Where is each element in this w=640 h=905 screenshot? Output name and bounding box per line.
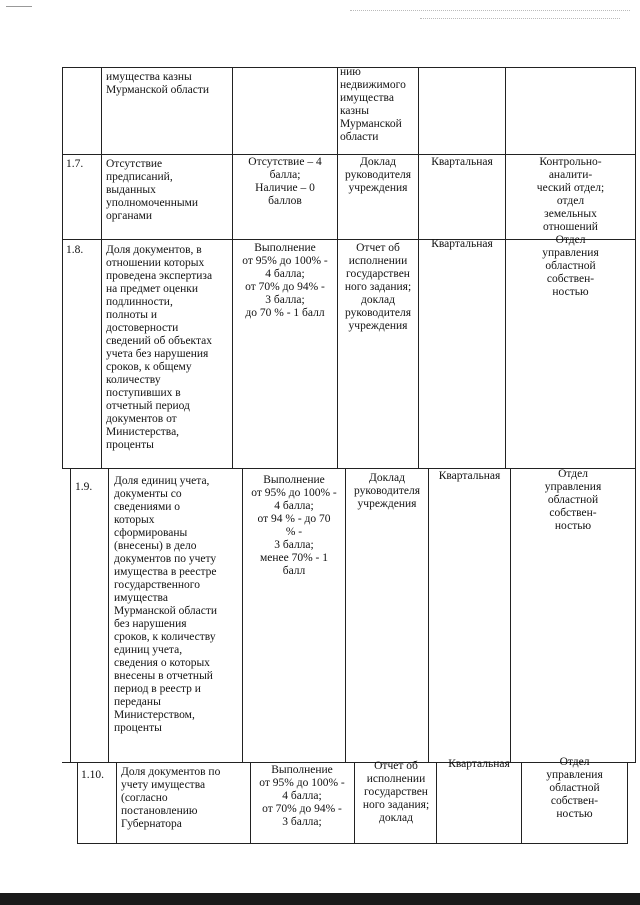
scan-edge bbox=[0, 893, 640, 905]
row-number: 1.10. bbox=[81, 769, 104, 781]
col-border bbox=[345, 468, 346, 763]
col-border bbox=[62, 67, 63, 155]
source-cell: Отчет об исполнении государствен ного задания; доклад bbox=[362, 760, 430, 824]
scan-noise bbox=[420, 18, 620, 19]
col-border bbox=[627, 762, 628, 844]
col-border bbox=[232, 239, 233, 469]
score-cell: Выполнение от 95% до 100% - 4 балла; от 94 % - до 70 % - 3 балла; менее 70% - 1 балл bbox=[251, 474, 337, 577]
source-cell: Доклад руководителя учреждения bbox=[353, 472, 421, 510]
col-border bbox=[510, 468, 511, 763]
source-cell: Отчет об исполнении государствен ного задания; доклад руководителя учреждения bbox=[344, 242, 412, 332]
col-border bbox=[505, 67, 506, 155]
col-border bbox=[428, 468, 429, 763]
scan-mark bbox=[6, 6, 32, 7]
score-cell: Отсутствие – 4 балла; Наличие – 0 баллов bbox=[248, 156, 322, 207]
col-border bbox=[101, 67, 102, 155]
col-border bbox=[436, 762, 437, 844]
indicator-cell: Доля документов, в отношении которых проведена экспертиза на предмет оценки подлинности, полноты и достоверности сведений об объектах учета без нарушения сроков, к общему количеству поступивших в отчетный период документов от Министерства, проценты bbox=[106, 244, 213, 451]
responsible-cell: Отдел управления областной собствен- ностью bbox=[544, 468, 602, 532]
col-border bbox=[505, 239, 506, 469]
responsible-cell: Контрольно- аналити- ческий отдел; отдел земельных отношений bbox=[536, 156, 605, 233]
col-border bbox=[250, 762, 251, 844]
row-number: 1.8. bbox=[66, 244, 84, 256]
col-border bbox=[505, 154, 506, 240]
col-border bbox=[635, 154, 636, 240]
period-cell: Квартальная bbox=[431, 156, 493, 168]
indicator-cell: Доля документов по учету имущества (согласно постановлению Губернатора bbox=[121, 766, 221, 830]
row-number: 1.9. bbox=[75, 481, 93, 493]
col-border bbox=[116, 762, 117, 844]
col-border bbox=[635, 468, 636, 763]
col-border bbox=[77, 762, 78, 844]
col-border bbox=[62, 154, 63, 240]
col-border bbox=[418, 154, 419, 240]
responsible-cell: Отдел управления областной собствен- ностью bbox=[542, 234, 599, 298]
row-number: 1.7. bbox=[66, 158, 84, 170]
col-border bbox=[635, 239, 636, 469]
col-border bbox=[232, 154, 233, 240]
col-border bbox=[521, 762, 522, 844]
col-border bbox=[337, 67, 338, 155]
col-border bbox=[337, 239, 338, 469]
period-cell: Квартальная bbox=[448, 758, 510, 770]
col-border bbox=[70, 468, 71, 763]
source-cell: нию недвижимого имущества казны Мурманской области bbox=[340, 66, 406, 143]
period-cell: Квартальная bbox=[438, 470, 501, 482]
row-border bbox=[62, 154, 635, 155]
indicator-cell: имущества казны Мурманской области bbox=[106, 71, 210, 96]
indicator-cell: Отсутствие предписаний, выданных уполномоченными органами bbox=[106, 158, 199, 222]
row-border bbox=[77, 843, 627, 844]
col-border bbox=[337, 154, 338, 240]
score-cell: Выполнение от 95% до 100% - 4 балла; от 70% до 94% - 3 балла; до 70 % - 1 балл bbox=[242, 242, 328, 319]
col-border bbox=[108, 468, 109, 763]
source-cell: Доклад руководителя учреждения bbox=[344, 156, 412, 194]
responsible-cell: Отдел управления областной собствен- ностью bbox=[546, 756, 603, 820]
col-border bbox=[62, 239, 63, 469]
scan-noise bbox=[350, 10, 630, 11]
col-border bbox=[101, 154, 102, 240]
period-cell: Квартальная bbox=[431, 238, 493, 250]
col-border bbox=[101, 239, 102, 469]
col-border bbox=[418, 67, 419, 155]
col-border bbox=[242, 468, 243, 763]
col-border bbox=[418, 239, 419, 469]
col-border bbox=[354, 762, 355, 844]
col-border bbox=[232, 67, 233, 155]
score-cell: Выполнение от 95% до 100% - 4 балла; от 70% до 94% - 3 балла; bbox=[259, 764, 345, 828]
indicator-cell: Доля единиц учета, документы со сведениями о которых сформированы (внесены) в дело документов по учету имущества в реестре государственного имущества Мурманской области без нарушения сроков, к количеству единиц учета, сведения о которых внесены в отчетный период в реестр и переданы Министерством, проценты bbox=[114, 475, 218, 734]
col-border bbox=[635, 67, 636, 155]
